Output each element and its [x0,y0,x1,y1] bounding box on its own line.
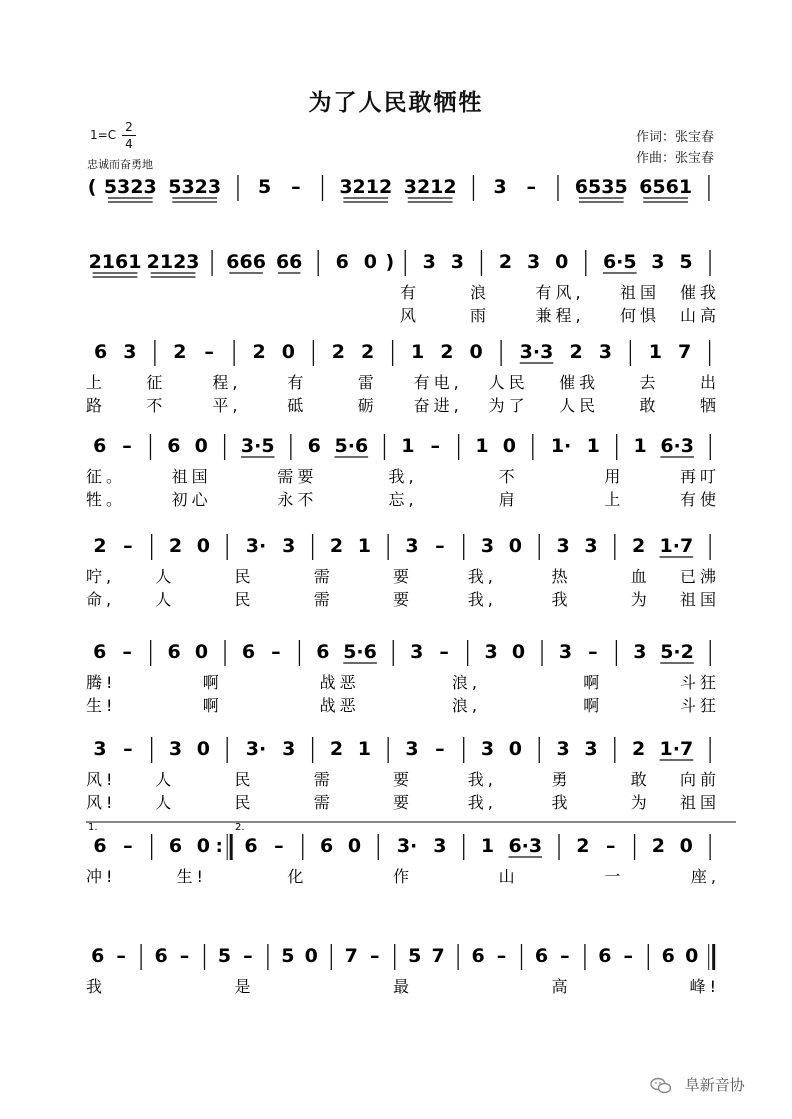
lyric-syllable: 人 [155,590,176,609]
lyric-syllable: 有使 [679,490,720,509]
note-token: 1 [411,341,425,363]
note-token: 3 [484,641,498,663]
note-token: – [588,641,598,663]
note-token: 6 [94,341,108,363]
lyric-syllable: 人 [155,793,176,812]
lyric-syllable: 有电, [413,373,463,392]
note-token: 2 [576,835,590,857]
lyric-syllable: 高 [551,977,572,996]
lyric-syllable: 不 [498,467,519,486]
lyric-syllable: 祖国 [679,793,720,812]
time-signature-top: 2 [125,120,133,134]
lyric-syllable: 催我 [679,283,720,302]
lyric-syllable: 催我 [559,373,600,392]
note-token: 3 [422,251,436,273]
note-token: 5 [679,251,693,273]
note-token: 7 [678,341,692,363]
note-token: 0 [194,435,208,457]
lyric-syllable: 我 [551,590,572,609]
lyric-syllable: 路 [86,396,107,415]
lyric-syllable: 人 [155,770,176,789]
lyric-syllable: 砥 [287,396,308,415]
note-token: 6 [661,945,675,967]
note-token: 3 [282,738,296,760]
note-token: 0 [685,945,699,967]
note-token: 0 [502,435,517,457]
lyric-syllable: 生! [86,696,117,715]
lyric-syllable: 征 [146,373,167,392]
note-token: – [179,945,190,967]
note-token: 3· [245,535,267,557]
note-token: 3 [405,738,419,760]
note-token: 1 [633,435,647,457]
lyric-syllable: 忘, [388,490,418,509]
lyric-syllable: 浪, [451,696,481,715]
lyric-syllable: 牺 [699,396,720,415]
note-token: 2 [651,835,666,857]
note-token: 3 [123,341,137,363]
lyric-syllable: 为 [630,793,651,812]
note-token: 3 [556,738,570,760]
lyric-syllable: 风 [400,306,421,325]
lyric-syllable: 腾! [86,673,117,692]
note-token: 5323 [168,176,222,198]
note-token: – [271,641,281,663]
note-token: – [435,535,445,557]
lyric-syllable: 峰! [689,977,720,996]
lyric-syllable: 雷 [357,373,378,392]
note-token: 3· [245,738,267,760]
note-token: 3 [410,641,424,663]
lyric-syllable: 用 [604,467,625,486]
lyric-syllable: 何惧 [619,306,661,325]
note-token: 2 [631,738,646,760]
note-token: 7 [431,945,445,967]
note-token: ( [87,176,97,198]
note-token: 0 [469,341,483,363]
lyric-syllable: 我, [388,467,418,486]
lyric-syllable: 浪, [451,673,481,692]
note-token: 1 [475,435,489,457]
lyric-syllable: 出 [699,373,720,392]
lyric-syllable: 我, [467,793,497,812]
lyric-syllable: 啊 [583,696,604,715]
lyric-syllable: 需 [313,590,334,609]
note-token: – [116,945,126,967]
note-token: 3 [651,251,665,273]
lyric-syllable: 祖国 [679,590,720,609]
note-token: 3·5 [240,435,275,457]
note-token: 1 [357,535,371,557]
note-token: 2 [168,535,183,557]
note-token: 3 [526,251,541,273]
note-token: 0 [511,641,526,663]
note-token: 1· [550,435,572,457]
lyric-syllable: 敢 [630,770,651,789]
lyric-syllable: 浪 [469,283,491,302]
lyric-syllable: 血 [630,567,651,586]
note-token: 1 [480,835,495,857]
lyric-syllable: 需要 [277,467,318,486]
note-token: 0 [196,535,210,557]
lyric-syllable: 程, [212,373,242,392]
note-token: 3 [282,535,296,557]
key-signature: 1=C [90,128,117,142]
lyric-syllable: 敢 [639,396,660,415]
lyric-syllable: 山 [498,867,519,886]
note-token: 3 [556,535,570,557]
lyric-syllable: 要 [392,567,414,586]
note-token: 0 [508,738,523,760]
note-token: 1 [357,738,371,760]
note-token: 2 [329,738,344,760]
tempo-marking: 忠诚而奋勇地 [87,158,153,171]
note-token: 6 [167,435,181,457]
note-token: 6·5 [602,251,637,273]
lyric-syllable: 风! [86,770,117,789]
time-signature-bottom: 4 [125,137,133,151]
note-token: 6535 [574,176,628,198]
note-token: – [623,945,634,967]
note-token: 5 [217,945,232,967]
lyric-syllable: 上 [604,490,625,509]
lyric-syllable: 人 [155,567,176,586]
note-token: 3 [450,251,465,273]
note-token: – [526,176,537,198]
note-token: 2 [440,341,454,363]
note-token: 6561 [639,176,693,198]
note-token: 2 [498,251,513,273]
note-token: 1 [648,341,662,363]
lyric-syllable: 要 [392,590,414,609]
note-token: 2 [252,341,266,363]
note-token: 5 [258,176,272,198]
note-token: 2 [631,535,646,557]
footer-text: 阜新音协 [684,1076,745,1094]
lyricist-credit: 作词：张宝春 [636,130,715,145]
lyric-syllable: 啊 [202,696,223,715]
lyric-syllable: 我, [467,590,497,609]
note-token: 7 [344,945,358,967]
composer-credit: 作曲：张宝春 [636,151,715,166]
lyric-syllable: 我 [86,977,107,996]
note-token: – [560,945,570,967]
note-token: 2 [569,341,583,363]
lyric-syllable: 咛, [86,567,116,586]
note-token: 3 [584,535,598,557]
note-token: 0 [363,251,377,273]
lyric-syllable: 啊 [583,673,604,692]
volta-1-label: 1. [88,822,98,833]
note-token: 6·3 [660,435,695,457]
note-token: 2 [331,341,345,363]
lyric-syllable: 勇 [551,770,572,789]
note-token: 0 [347,835,362,857]
note-token: 3 [480,535,495,557]
note-token: – [122,641,132,663]
note-token: – [243,945,253,967]
note-token: 3212 [403,176,457,198]
note-token: – [123,738,133,760]
lyric-syllable: 我, [467,770,497,789]
lyric-syllable: 雨 [469,306,491,325]
lyric-syllable: 要 [392,793,414,812]
lyric-syllable: 肩 [498,490,519,509]
lyric-syllable: 为 [630,590,651,609]
lyric-syllable: 一 [604,867,625,886]
lyric-syllable: 需 [313,770,334,789]
lyric-syllable: 民 [234,793,255,812]
note-token: 6 [93,435,107,457]
lyric-syllable: 向前 [679,770,720,789]
repeat-dots: : [215,836,223,857]
lyric-syllable: 山高 [679,306,720,325]
note-token: 6 [154,945,168,967]
lyric-syllable: 初心 [171,490,212,509]
note-token: 0 [196,738,210,760]
note-token: – [123,835,133,857]
note-token: 0 [555,251,569,273]
note-token: 3 [480,738,495,760]
lyric-syllable: 民 [234,770,255,789]
lyric-syllable: 化 [287,867,308,886]
note-token: 3 [584,738,598,760]
note-token: 2 [173,341,187,363]
lyric-syllable: 最 [392,977,414,996]
note-token: 3 [405,535,419,557]
lyric-syllable: 冲! [86,867,117,886]
note-token: 6 [598,945,612,967]
note-token: 2 [329,535,344,557]
note-token: – [123,535,133,557]
lyric-syllable: 砺 [357,396,378,415]
lyric-syllable: 去 [639,373,660,392]
note-token: 6 [335,251,349,273]
note-token: 0 [508,535,523,557]
lyric-syllable: 需 [313,793,334,812]
note-token: 0 [304,945,318,967]
note-token: 6 [93,835,107,857]
note-token: – [435,738,445,760]
note-token: 6 [241,641,256,663]
note-token: 5·6 [343,641,377,663]
note-token: 2161 [88,251,142,273]
note-token: 6 [471,945,485,967]
lyric-syllable: 我 [551,793,572,812]
note-token: 0 [194,641,209,663]
lyric-syllable: 战恶 [319,696,360,715]
note-token: 3 [433,835,447,857]
volta-2-label: 2. [235,822,245,833]
note-token: 5·6 [334,435,369,457]
note-token: 2 [361,341,375,363]
lyric-syllable: 奋进, [413,396,463,415]
note-token: 6 [534,945,549,967]
note-token: 6 [316,641,330,663]
lyric-syllable: 我, [467,567,497,586]
wechat-icon [650,1077,672,1095]
lyric-syllable: 啊 [202,673,223,692]
lyric-syllable: 命, [86,590,116,609]
lyric-syllable: 风! [86,793,117,812]
lyric-syllable: 兼程, [535,306,585,325]
note-token: 3 [168,738,183,760]
note-token: 0 [679,835,693,857]
note-token: 0 [281,341,295,363]
note-token: 5 [408,945,422,967]
lyric-syllable: 座, [690,867,720,886]
lyric-syllable: 要 [392,770,414,789]
lyric-syllable: 民 [234,590,255,609]
note-token: – [274,835,284,857]
note-token: 6·3 [508,835,543,857]
note-token: 6 [319,835,334,857]
note-token: – [369,945,380,967]
lyric-syllable: 人民 [488,373,529,392]
lyric-syllable: 牲。 [86,490,127,509]
note-token: 1 [401,435,415,457]
lyric-syllable: 是 [234,977,255,996]
lyric-syllable: 平, [212,396,242,415]
note-token: – [605,835,616,857]
note-token: 3·3 [519,341,554,363]
note-token: – [439,641,449,663]
note-token: 666 [226,251,266,273]
lyric-syllable: 永不 [277,490,318,509]
lyric-syllable: 祖国 [619,283,661,302]
note-token: 5·2 [660,641,694,663]
lyric-syllable: 不 [146,396,167,415]
note-token: – [430,435,440,457]
note-token: 3 [633,641,647,663]
lyric-syllable: 生! [176,867,207,886]
note-token: 6 [91,945,105,967]
lyric-syllable: 再叮 [679,467,720,486]
note-token: 1·7 [659,738,694,760]
note-token: 0 [196,835,210,857]
note-token: ) [385,251,395,273]
lyric-syllable: 有风, [535,283,585,302]
note-token: 66 [275,251,303,273]
note-token: – [291,176,301,198]
note-token: 3 [598,341,612,363]
lyric-syllable: 为了 [488,396,529,415]
note-token: 6 [244,835,258,857]
note-token: 6 [168,835,183,857]
lyric-syllable: 有 [400,283,421,302]
note-token: 6 [167,641,181,663]
note-token: 5 [281,945,295,967]
note-token: – [496,945,507,967]
lyric-syllable: 民 [234,567,255,586]
lyric-syllable: 需 [313,567,334,586]
lyric-syllable: 斗狂 [679,673,720,692]
note-token: 3212 [339,176,393,198]
note-token: 1 [586,435,600,457]
note-token: 5323 [103,176,157,198]
lyric-syllable: 人民 [559,396,600,415]
footer-watermark [650,1074,745,1095]
note-token: 1·7 [659,535,694,557]
note-token: 3 [93,738,107,760]
note-token: 2 [93,535,107,557]
note-token: 6 [307,435,321,457]
note-token: – [204,341,214,363]
note-token: – [122,435,132,457]
lyric-syllable: 战恶 [319,673,360,692]
lyric-syllable: 上 [86,373,107,392]
song-title: 为了人民敢牺牲 [308,90,484,116]
lyric-syllable: 已沸 [679,567,720,586]
lyric-syllable: 祖国 [171,467,212,486]
note-token: 6 [93,641,107,663]
note-token: 3· [396,835,418,857]
lyric-syllable: 热 [551,567,572,586]
lyric-syllable: 作 [392,867,414,886]
lyric-syllable: 斗狂 [679,696,720,715]
note-token: 3 [558,641,573,663]
lyric-syllable: 有 [287,373,308,392]
note-token: 3 [493,176,507,198]
lyric-syllable: 征。 [86,467,127,486]
note-token: 2123 [146,251,200,273]
